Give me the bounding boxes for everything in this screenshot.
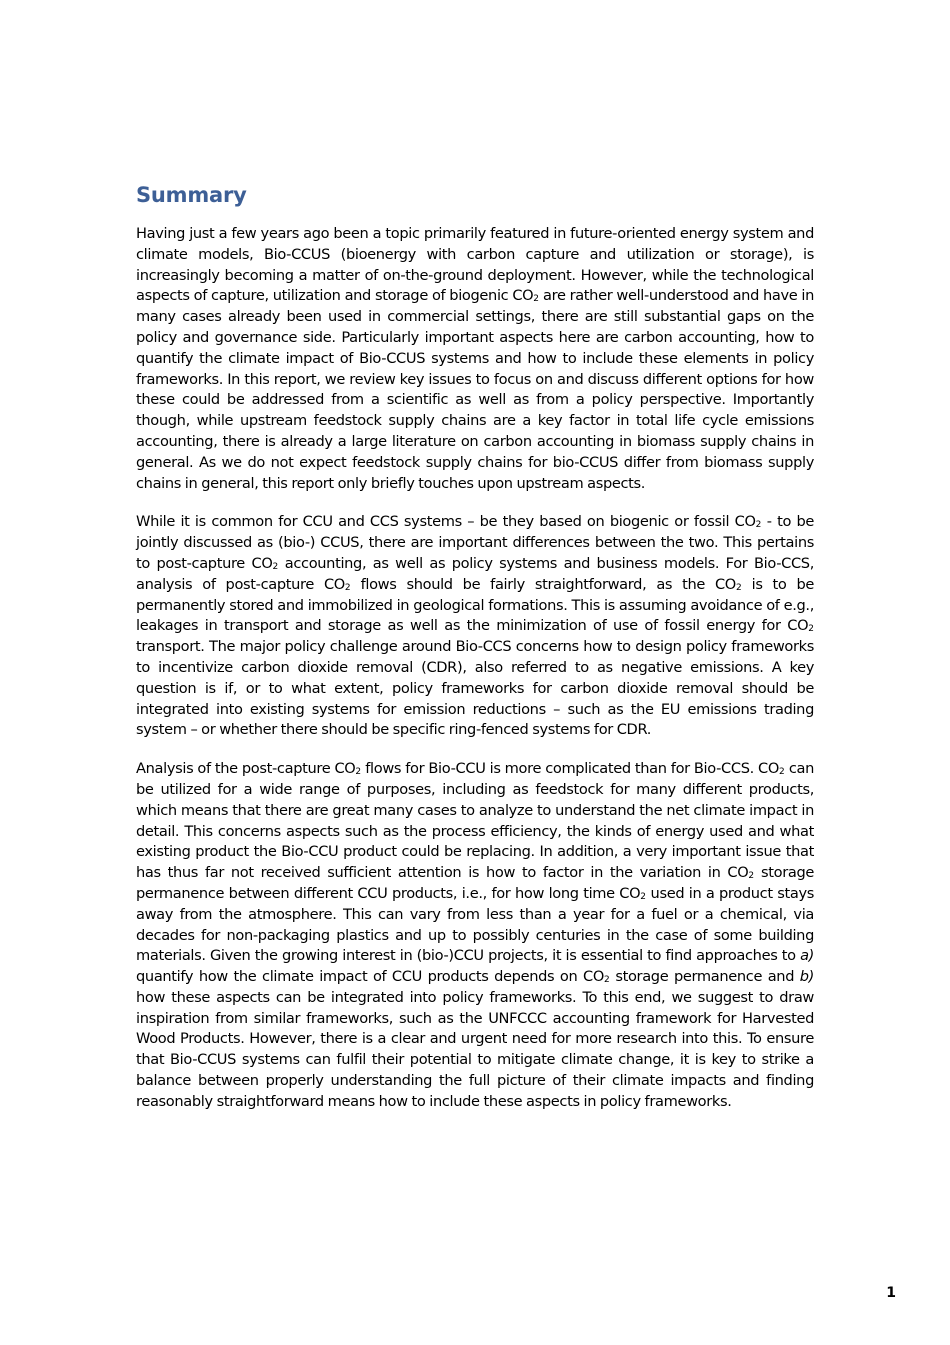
italic-label: b) [799,968,814,986]
text-run: can be utilized for a wide range of purposes, including as feedstock for many different products, which means that there are great many cases to analyze to understand the net climate impact in detail. This concerns aspects such as the process efficiency, the kinds of energy used and what existing product the Bio-CCU product could be replacing. In addition, a very important issue that has thus far not received sufficient attention is how to factor in the variation in CO [136,760,815,882]
paragraph [136,224,814,494]
subscript: 2 [533,294,540,305]
subscript: 2 [755,520,762,531]
subscript: 2 [355,767,362,778]
text-run: accounting, as well as policy systems and business models. For Bio-CCS, analysis of post-capture CO [136,554,814,593]
subscript: 2 [344,582,351,593]
paragraph [136,759,814,1113]
text-run: Having just a few years ago been a topic primarily featured in future-oriented energy system and climate models, Bio-CCUS (bioenergy with carbon capture and utilization or storage), is increasingly becoming a matter of on-the-ground deployment. However, while the technological aspects of capture, utilization and storage of biogenic CO [136,225,814,305]
text-run: transport. The major policy challenge around Bio-CCS concerns how to design policy frameworks to incentivize carbon dioxide removal (CDR), also referred to as negative emissions. A key question is if, or to what extent, policy frameworks for carbon dioxide removal should be integrated into existing systems for emission reductions – such as the EU emissions trading system – or whether there should be specific ring-fenced systems for CDR. [136,638,814,739]
subscript: 2 [272,561,279,572]
subscript: 2 [603,975,610,986]
subscript: 2 [748,871,755,882]
subscript: 2 [640,891,647,902]
subscript: 2 [808,624,814,635]
text-run: are rather well-understood and have in many cases already been used in commercial settings, there are still substantial gaps on the policy and governance side. Particularly important aspects here are carbon accounting, how to quantify the climate impact of Bio-CCUS systems and how to include these elements in policy frameworks. In this report, we review key issues to focus on and discuss different options for how these could be addressed from a scientific as well as from a policy perspective. Importantly though, while upstream feedstock supply chains are a key factor in total life cycle emissions accounting, there is already a large literature on carbon accounting in biomass supply chains in general. As we do not expect feedstock supply chains for bio-CCUS differ from biomass supply chains in general, this report only briefly touches upon upstream aspects. [136,287,814,492]
text-run: used in a product stays away from the atmosphere. This can vary from less than a year for a fuel or a chemical, via decades for non-packaging plastics and up to possibly centuries in the case of some building materials. Given the growing interest in (bio-)CCU projects, it is essential to find approaches to [136,884,814,965]
text-run: is to be permanently stored and immobilized in geological formations. This is assuming avoidance of e.g., leakages in transport and storage as well as the minimization of use of fossil energy for CO [136,575,814,635]
text-run: flows for Bio-CCU is more complicated than for Bio-CCS. CO [361,760,779,778]
text-run: storage permanence between different CCU products, i.e., for how long time CO [136,864,815,902]
text-run: quantify how the climate impact of CCU products depends on CO [136,968,604,986]
subscript: 2 [779,767,785,778]
page-number: 1 [886,1285,896,1301]
subscript: 2 [735,582,742,593]
text-run: Analysis of the post-capture CO [136,760,356,778]
text-run: - to be jointly discussed as (bio-) CCUS, there are important differences between the two. This pertains to post-capture CO [136,513,815,572]
text-run: flows should be fairly straightforward, as the CO [350,575,736,593]
paragraph [136,512,814,741]
italic-label: a) [800,947,814,965]
section-heading: Summary [136,183,247,207]
text-run: how these aspects can be integrated into policy frameworks. To this end, we suggest to draw inspiration from similar frameworks, such as the UNFCCC accounting framework for Harvested Wood Products. However, there is a clear and urgent need for more research into this. To ensure that Bio-CCUS systems can fulfil their potential to mitigate climate change, it is key to strike a balance between properly understanding the full picture of their climate impacts and finding reasonably straightforward means how to include these aspects in policy frameworks. [136,988,814,1110]
text-run: storage permanence and [609,968,800,986]
summary-body [136,224,814,1131]
text-run: While it is common for CCU and CCS systems – be they based on biogenic or fossil CO [136,513,756,531]
